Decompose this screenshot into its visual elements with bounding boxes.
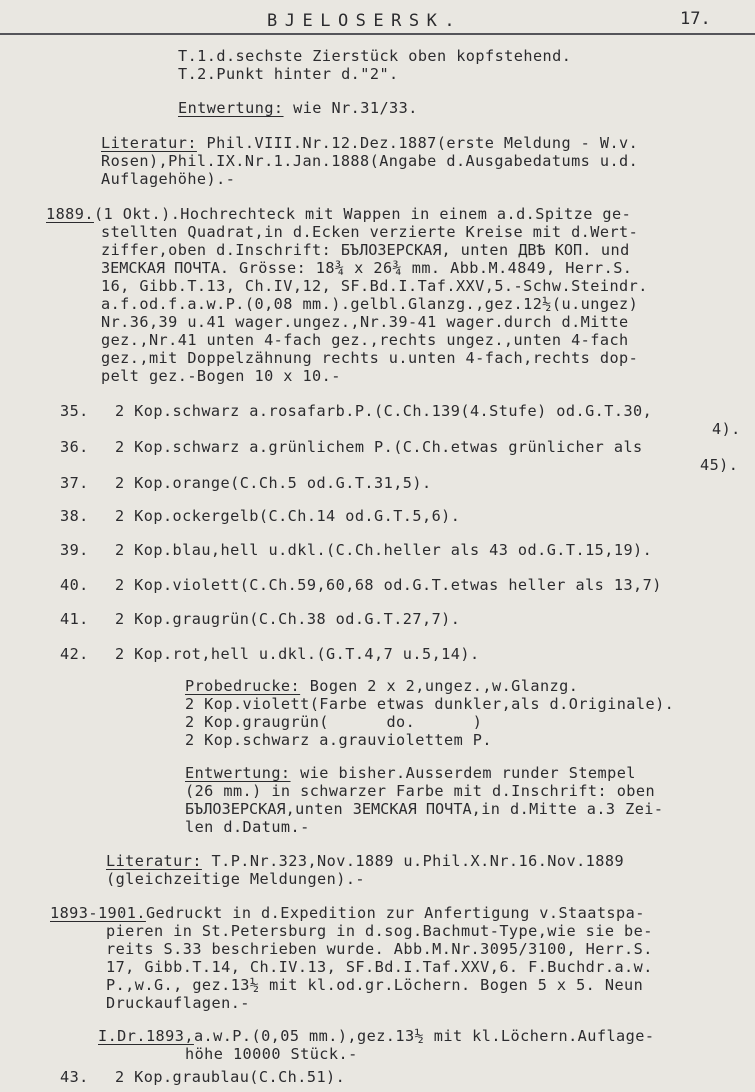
issue-1889-line-10: pelt gez.-Bogen 10 x 10.- <box>101 367 341 385</box>
entwertung-2-label: Entwertung: <box>185 764 291 782</box>
stamp-description: 2 Kop.blau,hell u.dkl.(C.Ch.heller als 43 od.G.T.15,19). <box>115 541 653 559</box>
inscription-cyrillic-2: ДВѢ КОП. <box>518 241 592 259</box>
stamp-description-cont: 45). <box>700 456 739 474</box>
issue-1889-line-5: 16, Gibb.T.13, Ch.IV,12, SF.Bd.I.Taf.XXV,5.-Schw.Steindr. <box>101 277 648 295</box>
probedrucke-line-4: 2 Kop.schwarz a.grauviolettem P. <box>185 731 492 749</box>
literatur-2-line-2: (gleichzeitige Meldungen).- <box>106 870 366 888</box>
issue-1889-line-7: Nr.36,39 u.41 wager.ungez.,Nr.39-41 wager.durch d.Mitte <box>101 313 629 331</box>
issue-1889-year: 1889. <box>46 205 94 223</box>
stamp-description: 2 Kop.ockergelb(C.Ch.14 od.G.T.5,6). <box>115 507 461 525</box>
stamp-description: 2 Kop.violett(C.Ch.59,60,68 od.G.T.etwas heller als 13,7) <box>115 576 662 594</box>
issue-1893-line-4: 17, Gibb.T.14, Ch.IV.13, SF.Bd.I.Taf.XXV,6. F.Buchdr.a.w. <box>106 958 653 976</box>
stamp-number: 36. <box>60 438 89 456</box>
issue-1893-years: 1893-1901. <box>50 904 146 922</box>
issue-1889-line-8: gez.,Nr.41 unten 4-fach gez.,rechts ungez.,unten 4-fach <box>101 331 629 349</box>
stamp-number: 37. <box>60 474 89 492</box>
inscription-cyrillic-3: ЗЕМСКАЯ ПОЧТА <box>101 259 220 277</box>
stamp-description: 2 Kop.schwarz a.grünlichem P.(C.Ch.etwas grünlicher als <box>115 438 643 456</box>
header-rule <box>0 33 755 35</box>
stamp-number: 42. <box>60 645 89 663</box>
page-header-title: BJELOSERSK. <box>267 11 463 31</box>
stamp-description: 2 Kop.rot,hell u.dkl.(G.T.4,7 u.5,14). <box>115 645 480 663</box>
issue-1893-line-5: P.,w.G., gez.13½ mit kl.od.gr.Löchern. Bogen 5 x 5. Neun <box>106 976 644 994</box>
issue-1893-line-6: Druckauflagen.- <box>106 994 250 1012</box>
stamp-description: 2 Kop.graugrün(C.Ch.38 od.G.T.27,7). <box>115 610 461 628</box>
probedrucke-line-1: Probedrucke: Bogen 2 x 2,ungez.,w.Glanzg. <box>185 677 579 695</box>
variety-line-2: T.2.Punkt hinter d."2". <box>178 65 399 83</box>
issue-1889-line-4: ЗЕМСКАЯ ПОЧТА. Grösse: 18¾ x 26¾ mm. Abb.M.4849, Herr.S. <box>101 259 633 277</box>
stamp-description-cont: 4). <box>712 420 741 438</box>
stamp-number: 35. <box>60 402 89 420</box>
stamp-number: 39. <box>60 541 89 559</box>
entwertung-text: wie Nr.31/33. <box>283 99 418 117</box>
entwertung-line <box>178 99 418 117</box>
first-printing-label: I.Dr.1893, <box>98 1027 194 1045</box>
page-number: 17. <box>680 9 711 29</box>
literatur-1-line-3: Auflagehöhe).- <box>101 170 236 188</box>
entwertung-2-line-1: Entwertung: wie bisher.Ausserdem runder Stempel <box>185 764 636 782</box>
stamp-number: 40. <box>60 576 89 594</box>
entwertung-2-line-4: len d.Datum.- <box>185 818 310 836</box>
first-printing-line-1: I.Dr.1893,a.w.P.(0,05 mm.),gez.13½ mit kl.Löchern.Auflage- <box>98 1027 655 1045</box>
literatur-2-line-1: Literatur: T.P.Nr.323,Nov.1889 u.Phil.X.Nr.16.Nov.1889 <box>106 852 625 870</box>
literatur-1-line-1: Literatur: Phil.VIII.Nr.12.Dez.1887(erste Meldung - W.v. <box>101 134 639 152</box>
variety-line-1: T.1.d.sechste Zierstück oben kopfstehend. <box>178 47 572 65</box>
stamp-number: 38. <box>60 507 89 525</box>
probedrucke-line-2: 2 Kop.violett(Farbe etwas dunkler,als d.Originale). <box>185 695 675 713</box>
entwertung-2-line-3: БЪЛОЗЕРСКАЯ,unten ЗЕМСКАЯ ПОЧТА,in d.Mitte a.3 Zei- <box>185 800 664 818</box>
issue-1889-line-3: ziffer,oben d.Inschrift: БЪЛОЗЕРСКАЯ, unten ДВѢ КОП. und <box>101 241 630 259</box>
stamp-number: 41. <box>60 610 89 628</box>
entwertung-2-line-2: (26 mm.) in schwarzer Farbe mit d.Inschrift: oben <box>185 782 656 800</box>
issue-1893-line-3: reits S.33 beschrieben wurde. Abb.M.Nr.3095/3100, Herr.S. <box>106 940 653 958</box>
literatur-1-label: Literatur: <box>101 134 197 152</box>
issue-1889-line-9: gez.,mit Doppelzähnung rechts u.unten 4-fach,rechts dop- <box>101 349 639 367</box>
literatur-2-label: Literatur: <box>106 852 202 870</box>
issue-1889-line-2: stellten Quadrat,in d.Ecken verzierte Kreise mit d.Wert- <box>101 223 639 241</box>
inscription-cyrillic-1: БЪЛОЗЕРСКАЯ <box>340 241 442 259</box>
literatur-1-line-2: Rosen),Phil.IX.Nr.1.Jan.1888(Angabe d.Ausgabedatums u.d. <box>101 152 639 170</box>
probedrucke-label: Probedrucke: <box>185 677 301 695</box>
stamp-description: 2 Kop.graublau(C.Ch.51). <box>115 1068 346 1086</box>
issue-1889-line-1: 1889.(1 Okt.).Hochrechteck mit Wappen in einem a.d.Spitze ge- <box>46 205 632 223</box>
first-printing-line-2: höhe 10000 Stück.- <box>185 1045 358 1063</box>
stamp-description: 2 Kop.schwarz a.rosafarb.P.(C.Ch.139(4.Stufe) od.G.T.30, <box>115 402 653 420</box>
issue-1893-line-2: pieren in St.Petersburg in d.sog.Bachmut-Type,wie sie be- <box>106 922 653 940</box>
stamp-number: 43. <box>60 1068 89 1086</box>
issue-1893-line-1: 1893-1901.Gedruckt in d.Expedition zur Anfertigung v.Staatspa- <box>50 904 645 922</box>
entwertung-label: Entwertung: <box>178 99 284 117</box>
issue-1889-line-6: a.f.od.f.a.w.P.(0,08 mm.).gelbl.Glanzg.,gez.12½(u.ungez) <box>101 295 639 313</box>
probedrucke-line-3: 2 Kop.graugrün( do. ) <box>185 713 483 731</box>
stamp-description: 2 Kop.orange(C.Ch.5 od.G.T.31,5). <box>115 474 432 492</box>
